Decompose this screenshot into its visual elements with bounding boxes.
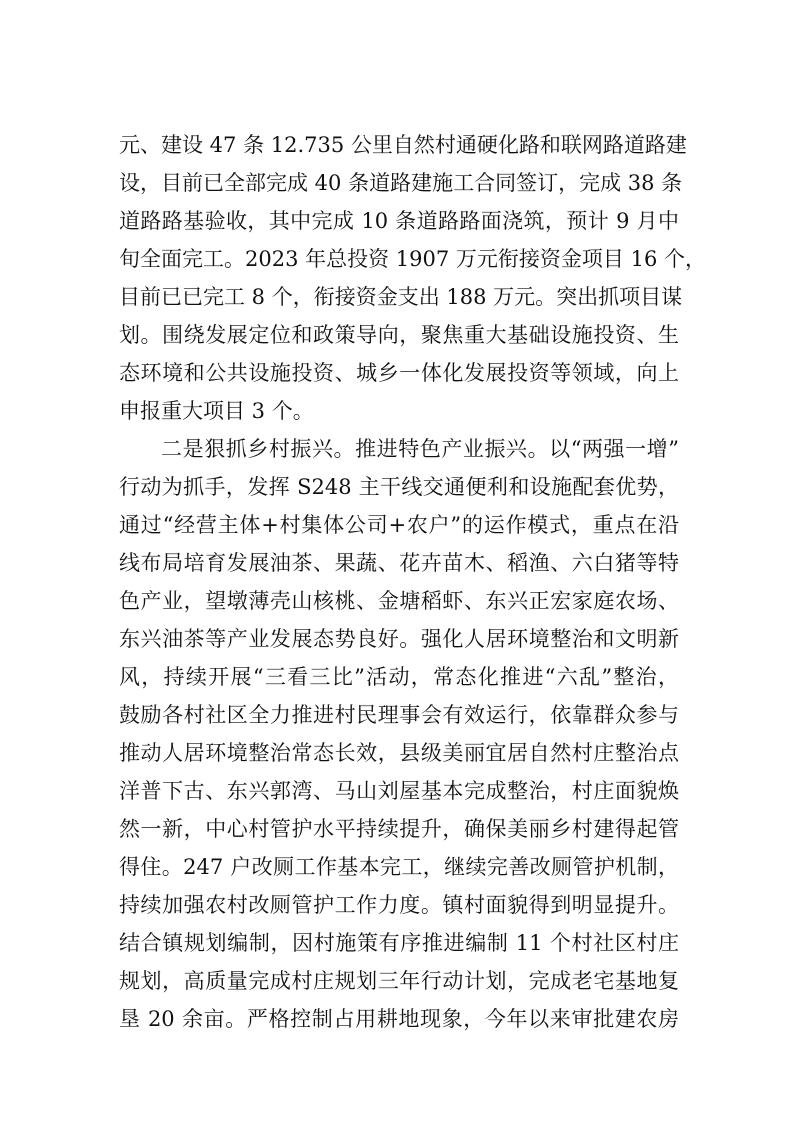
- text-line-18: 洋普下古、东兴郭湾、马山刘屋基本完成整治，村庄面貌焕: [119, 779, 679, 803]
- text-line-21: 持续加强农村改厕管护工作力度。镇村面貌得到明显提升。: [119, 893, 679, 917]
- text-line-13: 色产业，望墩薄壳山核桃、金塘稻虾、东兴正宏家庭农场、: [119, 589, 679, 613]
- text-line-4: 旬全面完工。2023 年总投资 1907 万元衔接资金项目 16 个，: [119, 247, 706, 271]
- text-line-15: 风，持续开展“三看三比”活动，常态化推进“六乱”整治，: [119, 665, 679, 689]
- text-line-23: 规划，高质量完成村庄规划三年行动计划，完成老宅基地复: [119, 969, 679, 993]
- text-line-7: 态环境和公共设施投资、城乡一体化发展投资等领域，向上: [119, 361, 679, 385]
- text-line-20: 得住。247 户改厕工作基本完工，继续完善改厕管护机制，: [119, 855, 679, 879]
- text-line-1: 元、建设 47 条 12.735 公里自然村通硬化路和联网路道路建: [119, 133, 687, 157]
- text-line-17: 推动人居环境整治常态长效，县级美丽宜居自然村庄整治点: [119, 741, 679, 765]
- text-line-24: 垦 20 余亩。严格控制占用耕地现象，今年以来审批建农房: [119, 1007, 679, 1031]
- text-line-19: 然一新，中心村管护水平持续提升，确保美丽乡村建得起管: [119, 817, 679, 841]
- text-line-6: 划。围绕发展定位和政策导向，聚焦重大基础设施投资、生: [119, 323, 679, 347]
- text-line-11: 通过“经营主体+村集体公司+农户”的运作模式，重点在沿: [119, 513, 679, 537]
- text-line-8: 申报重大项目 3 个。: [119, 399, 314, 423]
- text-line-14: 东兴油茶等产业发展态势良好。强化人居环境整治和文明新: [119, 627, 679, 651]
- text-line-22: 结合镇规划编制，因村施策有序推进编制 11 个村社区村庄: [119, 931, 679, 955]
- text-line-16: 鼓励各村社区全力推进村民理事会有效运行，依靠群众参与: [119, 703, 679, 727]
- text-line-2: 设，目前已全部完成 40 条道路建施工合同签订，完成 38 条: [119, 171, 683, 195]
- text-line-5: 目前已已完工 8 个，衔接资金支出 188 万元。突出抓项目谋: [119, 285, 683, 309]
- text-line-9: 二是狠抓乡村振兴。推进特色产业振兴。以“两强一增”: [161, 437, 679, 461]
- text-line-3: 道路路基验收，其中完成 10 条道路路面浇筑，预计 9 月中: [119, 209, 679, 233]
- text-line-10: 行动为抓手，发挥 S248 主干线交通便利和设施配套优势，: [119, 475, 679, 499]
- text-line-12: 线布局培育发展油茶、果蔬、花卉苗木、稻渔、六白猪等特: [119, 551, 679, 575]
